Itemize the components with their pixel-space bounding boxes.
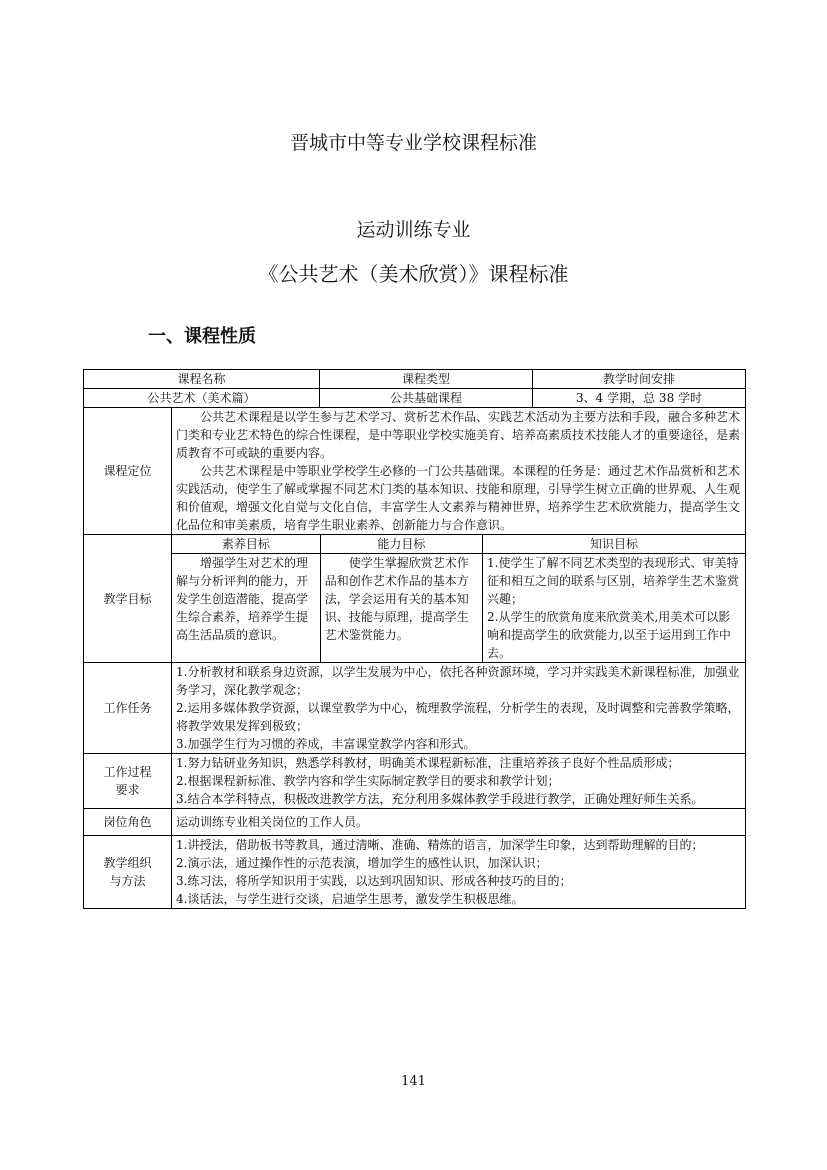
process-content: [172, 754, 746, 809]
course-name-value: 公共艺术（美术篇）: [84, 389, 320, 408]
header-course-name: 课程名称: [84, 370, 320, 389]
process-item: 2.根据课程新标准、教学内容和学生实际制定教学目的要求和教学计划；: [176, 774, 560, 788]
time-schedule-value: 3、4 学期，总 38 学时: [533, 389, 746, 408]
process-label-line: 工作过程: [103, 765, 152, 779]
tasks-content: [172, 663, 746, 754]
goal-header-literacy: 素养目标: [172, 535, 320, 554]
header-course-type: 课程类型: [320, 370, 533, 389]
goals-content: [172, 535, 746, 663]
task-item: 2.运用多媒体教学资源，以课堂教学为中心，梳理教学流程，分析学生的表现，及时调整和完善教学策略，将教学效果发挥到极致；: [176, 701, 740, 733]
process-label-line: 要求: [115, 783, 140, 797]
course-type-value: 公共基础课程: [320, 389, 533, 408]
goal-literacy: [172, 554, 320, 663]
goal-literacy-text: 增强学生对艺术的理解与分析评判的能力，开发学生创造潜能，提高学生综合素养，培养学生提高生活品质的意识。: [176, 556, 309, 642]
goals-subtable: [172, 535, 745, 662]
method-item: 3.练习法，将所学知识用于实践，以达到巩固知识、形成各种技巧的目的；: [176, 874, 572, 888]
goals-label: 教学目标: [84, 535, 172, 663]
method-item: 1.讲授法，借助板书等教具，通过清晰、准确、精炼的语言，加深学生印象，达到帮助理解的目的；: [176, 838, 704, 852]
positioning-label: 课程定位: [84, 408, 172, 535]
positioning-paragraph: 公共艺术课程是中等职业学校学生必修的一门公共基础课。本课程的任务是：通过艺术作品赏析和艺术实践活动，使学生了解或掌握不同艺术门类的基本知识、技能和原理，引导学生树立正确的世界观、人生观和价值观，增强文化自觉与文化自信，丰富学生人文素养与精神世界，培养学生艺术欣赏能力，提高学生文化品位和审美素质，培育学生职业素养、创新能力与合作意识。: [176, 464, 741, 532]
process-row: [84, 754, 746, 809]
goal-knowledge-item: 1.使学生了解不同艺术类型的表现形式、审美特征和相互之间的联系与区别，培养学生艺术鉴赏兴趣；: [487, 556, 740, 606]
methods-label: [84, 836, 172, 909]
methods-content: [172, 836, 746, 909]
method-item: 4.谈话法，与学生进行交谈，启迪学生思考，激发学生积极思维。: [176, 892, 524, 906]
tasks-label: 工作任务: [84, 663, 172, 754]
goal-ability: [320, 554, 482, 663]
header-time-schedule: 教学时间安排: [533, 370, 746, 389]
methods-label-line: 教学组织: [103, 856, 152, 870]
page-number: 141: [401, 1074, 426, 1089]
goal-knowledge: [483, 554, 745, 663]
course-standard-table: [83, 369, 746, 909]
course-title: 《公共艺术（美术欣赏）》课程标准: [258, 262, 569, 286]
positioning-paragraph: 公共艺术课程是以学生参与艺术学习、赏析艺术作品、实践艺术活动为主要方法和手段，融合多种艺术门类和专业艺术特色的综合性课程，是中等职业学校实施美育、培养高素质技术技能人才的重要途径，是素质教育不可或缺的重要内容。: [176, 410, 741, 460]
goals-row: [84, 535, 746, 663]
methods-row: [84, 836, 746, 909]
methods-label-line: 与方法: [109, 874, 146, 888]
major-title: 运动训练专业: [356, 219, 471, 241]
role-row: [84, 809, 746, 836]
process-item: 3.结合本学科特点，积极改进教学方法，充分利用多媒体教学手段进行教学，正确处理好师生关系。: [176, 792, 704, 806]
positioning-row: [84, 408, 746, 535]
tasks-row: [84, 663, 746, 754]
process-item: 1.努力钻研业务知识，熟悉学科教材，明确美术课程新标准，注重培养孩子良好个性品质形成；: [176, 756, 680, 770]
goal-header-ability: 能力目标: [320, 535, 482, 554]
document-title: 晋城市中等专业学校课程标准: [289, 132, 537, 154]
role-content: 运动训练专业相关岗位的工作人员。: [172, 809, 746, 836]
role-label: 岗位角色: [84, 809, 172, 836]
goals-body-row: [172, 554, 745, 663]
goals-header-row: [172, 535, 745, 554]
method-item: 2.演示法，通过操作性的示范表演，增加学生的感性认识，加深认识；: [176, 856, 548, 870]
task-item: 3.加强学生行为习惯的养成，丰富课堂教学内容和形式。: [176, 737, 476, 751]
table-info-row: [84, 389, 746, 408]
task-item: 1.分析教材和联系身边资源，以学生发展为中心，依托各种资源环境，学习并实践美术新课程标准，加强业务学习，深化教学观念；: [176, 665, 740, 697]
goal-knowledge-item: 2.从学生的欣赏角度来欣赏美术,用美术可以影响和提高学生的欣赏能力,以至于运用到工作中去。: [487, 610, 731, 660]
table-header-row: [84, 370, 746, 389]
positioning-content: [172, 408, 746, 535]
goal-ability-text: 使学生掌握欣赏艺术作品和创作艺术作品的基本方法，学会运用有关的基本知识、技能与原理，提高学生艺术鉴赏能力。: [324, 556, 469, 642]
process-label: [84, 754, 172, 809]
goal-header-knowledge: 知识目标: [483, 535, 745, 554]
section-heading: 一、课程性质: [148, 326, 256, 347]
